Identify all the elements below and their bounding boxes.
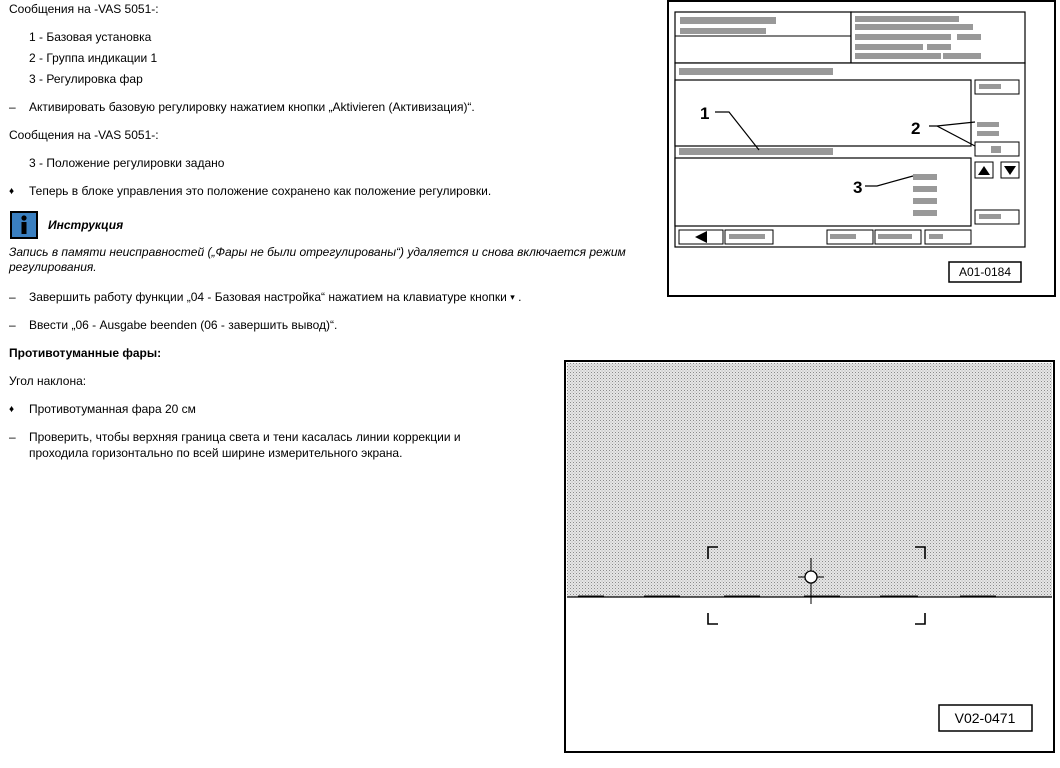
message-item: 2 - Группа индикации 1	[29, 51, 158, 65]
dash-marker: –	[9, 318, 16, 332]
step-check-line2: проходила горизонтально по всей ширине измерительного экрана.	[29, 446, 403, 460]
info-icon	[10, 211, 38, 239]
dash-marker: –	[9, 430, 16, 444]
vas-screen-figure	[667, 0, 1057, 298]
note-text: Запись в памяти неисправностей („Фары не были отрегулированы“) удаляется и снова включается режим регулирования.	[9, 245, 626, 274]
step-finish-text: Завершить работу функции „04 - Базовая настройка“ нажатием на клавиатуре кнопки	[29, 290, 507, 304]
callout-3: 3	[853, 178, 863, 197]
bullet-marker: ♦	[9, 186, 15, 197]
bullet-fog: Противотуманная фара 20 см	[29, 402, 196, 416]
step-finish-end: .	[518, 290, 522, 304]
callout-1: 1	[700, 104, 710, 123]
bullet-marker: ♦	[9, 404, 15, 415]
measuring-screen-figure	[564, 360, 1056, 754]
step-output: Ввести „06 - Ausgabe beenden (06 - завершить вывод)“.	[29, 318, 338, 332]
message-item: 3 - Регулировка фар	[29, 72, 143, 86]
messages-header-1: Сообщения на -VAS 5051-:	[9, 2, 159, 16]
message-item: 3 - Положение регулировки задано	[29, 156, 225, 170]
dash-marker: –	[9, 290, 16, 304]
step-activate: Активировать базовую регулировку нажатием кнопки „Aktivieren (Активизация)“.	[29, 100, 475, 114]
message-item: 1 - Базовая установка	[29, 30, 152, 44]
step-finish	[29, 290, 521, 305]
step-check-line1: Проверить, чтобы верхняя граница света и тени касалась линии коррекции и	[29, 430, 461, 444]
note-title: Инструкция	[48, 218, 124, 232]
down-key-icon: ▾	[510, 292, 515, 302]
messages-header-2: Сообщения на -VAS 5051-:	[9, 128, 159, 142]
dash-marker: –	[9, 100, 16, 114]
callout-2: 2	[911, 119, 921, 138]
bullet-saved: Теперь в блоке управления это положение сохранено как положение регулировки.	[29, 184, 492, 198]
figure-code: V02-0471	[954, 710, 1016, 726]
figure-code: A01-0184	[958, 265, 1012, 279]
tilt-label: Угол наклона:	[9, 374, 87, 388]
fog-heading: Противотуманные фары:	[9, 346, 162, 360]
